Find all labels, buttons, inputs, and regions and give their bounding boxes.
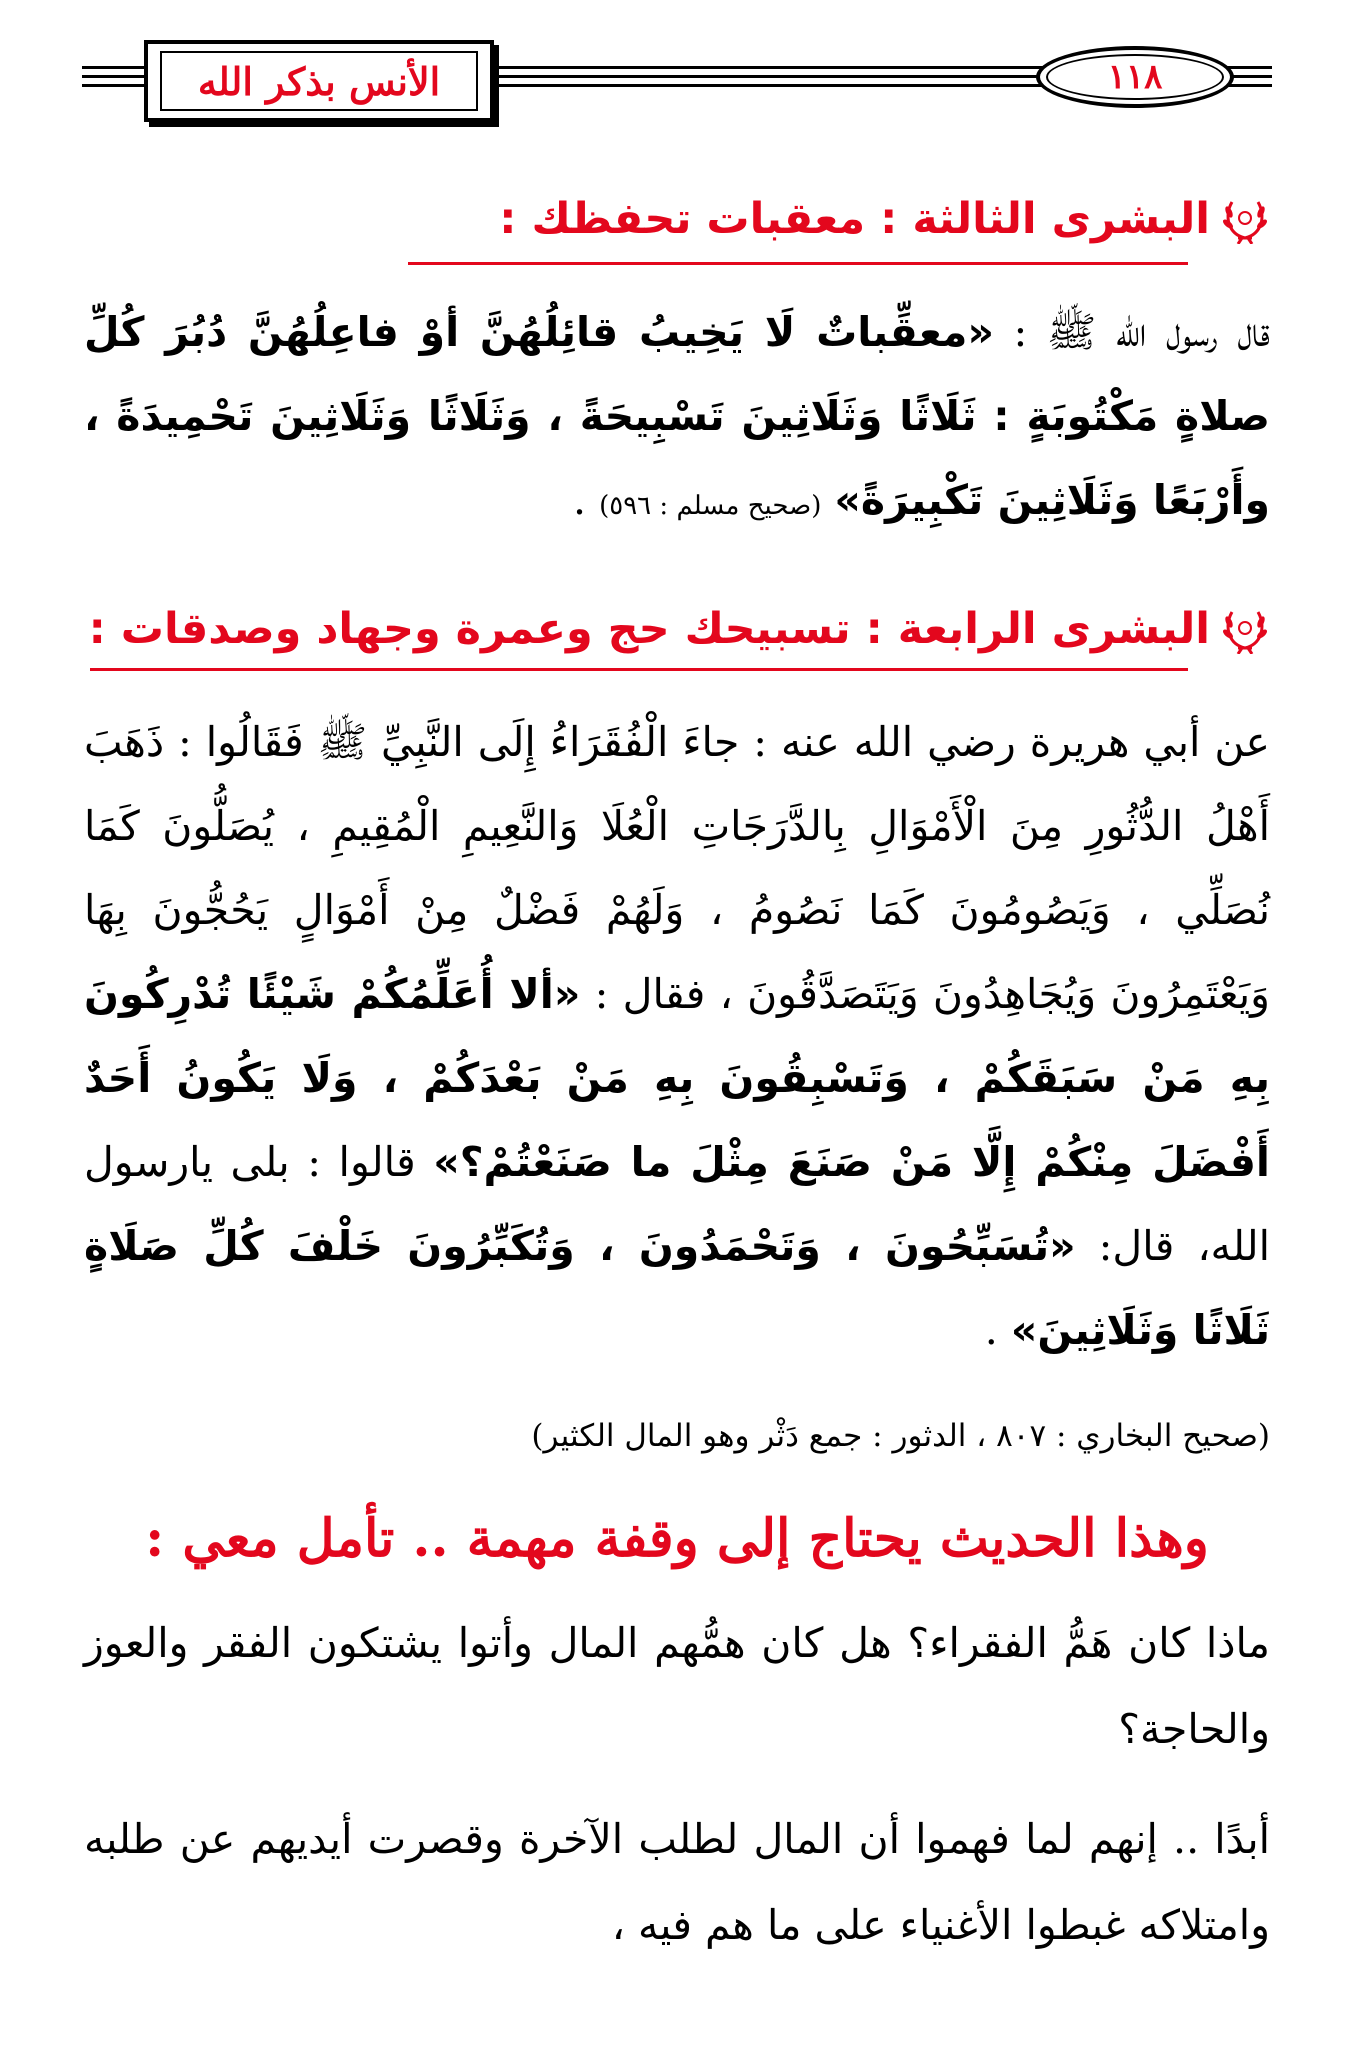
section4-underline — [90, 668, 1188, 671]
section4-footnote: (صحيح البخاري : ٨٠٧ ، الدثور : جمع دَثْر وهو المال الكثير) — [531, 1418, 1270, 1454]
wreath-icon — [1220, 604, 1270, 654]
section4-middle: قالوا : بلى يارسول الله، قال: — [84, 1138, 1270, 1270]
section3-heading-text: البشرى الثالثة : معقبات تحفظك : — [499, 194, 1210, 244]
section4-narration: عن أبي هريرة رضي الله عنه : جاءَ الْفُقَرَاءُ إِلَى النَّبِيِّ ﷺ فَقَالُوا : ذَهَبَ أَهْلُ الدُّثُورِ مِنَ الْأَمْوَالِ بِالدَّرَجَاتِ الْعُلَا وَالنَّعِيمِ الْمُقِيمِ ، يُصَلُّونَ كَمَا نُصَلِّي ، وَيَصُومُونَ كَمَا نَصُومُ ، وَلَهُمْ فَضْلٌ مِنْ أَمْوَالٍ يَحُجُّونَ بِهَا وَيَعْتَمِرُونَ وَيُجَاهِدُونَ وَيَتَصَدَّقُونَ ، فقال : — [84, 718, 1271, 1018]
reflection-paragraph-1: ماذا كان هَمُّ الفقراء؟ هل كان همُّهم المال وأتوا يشتكون الفقر والعوز والحاجة؟ — [84, 1619, 1270, 1753]
book-title-box — [144, 40, 494, 122]
page-number-oval — [1036, 46, 1234, 108]
section3-source: (صحيح مسلم : ٥٩٦) — [599, 491, 822, 521]
section3-underline — [408, 262, 1188, 265]
reflection-heading: وهذا الحديث يحتاج إلى وقفة مهمة .. تأمل معي : — [145, 1508, 1209, 1569]
section4-hadith-a: «ألا أُعَلِّمُكُمْ شَيْئًا تُدْرِكُونَ بِهِ مَنْ سَبَقَكُمْ ، وَتَسْبِقُونَ بِهِ مَنْ بَعْدَكُمْ ، وَلَا يَكُونُ أَحَدٌ أَفْضَلَ مِنْكُمْ إِلَّا مَنْ صَنَعَ مِثْلَ ما صَنَعْتُمْ؟» — [84, 970, 1270, 1186]
section3-intro: قال رسول الله ﷺ : — [1013, 308, 1270, 356]
section3-end: . — [573, 476, 587, 524]
reflection-paragraph-2: أبدًا .. إنهم لما فهموا أن المال لطلب الآخرة وقصرت أيديهم عن طلبه وامتلاكه غبطوا الأغنياء على ما هم فيه ، — [84, 1815, 1270, 1949]
book-title: الأنس بذكر الله — [160, 51, 478, 111]
wreath-icon — [1220, 194, 1270, 244]
page-number: ١١٨ — [1046, 54, 1224, 100]
section4-heading — [84, 598, 1270, 660]
section3-heading — [84, 188, 1270, 250]
section3-body — [84, 290, 1270, 548]
section3-hadith: «معقِّباتٌ لَا يَخِيبُ قائِلُهُنَّ أوْ فاعِلُهُنَّ دُبُرَ كُلِّ صلاةٍ مَكْتُوبَةٍ : ثَلَاثًا وَثَلَاثِينَ تَسْبِيحَةً ، وَثَلَاثًا وَثَلَاثِينَ تَحْمِيدَةً ، وأَرْبَعًا وَثَلَاثِينَ تَكْبِيرَةً» — [84, 308, 1270, 524]
section4-heading-text: البشرى الرابعة : تسبيحك حج وعمرة وجهاد وصدقات : — [88, 604, 1210, 654]
section4-body — [84, 700, 1270, 1372]
section4-hadith-b: «تُسَبِّحُونَ ، وَتَحْمَدُونَ ، وَتُكَبِّرُونَ خَلْفَ كُلِّ صَلَاةٍ ثَلَاثًا وَثَلَاثِينَ» — [84, 1222, 1270, 1354]
section4-end: . — [984, 1306, 998, 1354]
